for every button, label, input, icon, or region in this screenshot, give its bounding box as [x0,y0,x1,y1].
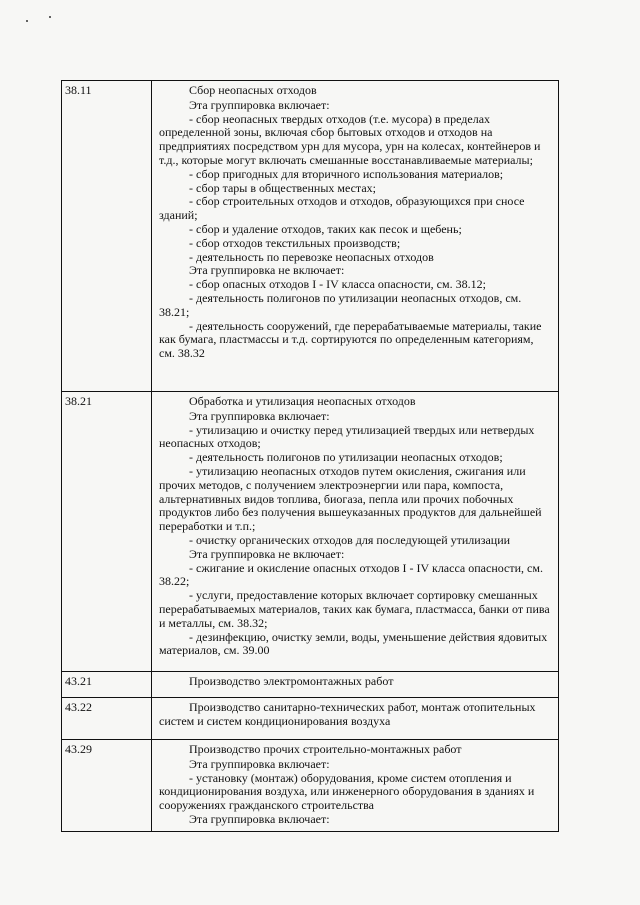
row-line: Эта группировка включает: [189,811,330,826]
row-code: 43.22 [62,698,152,740]
row-code: 38.21 [62,392,152,672]
row-description [152,698,559,740]
table-row [62,392,559,672]
row-line: - сбор неопасных твердых отходов (т.е. мусора) в пределах определенной зоны, включая сбор бытовых отходов и отходов на предприятиях посредством урн для мусора, урн на колесах, контейнеров и т.д., которые могут включать смешанные восстанавливаемые материалы; [159,111,541,167]
row-title: Производство санитарно-технических работ, монтаж отопительных систем и систем кондиционирования воздуха [159,700,536,728]
row-description [152,672,559,698]
row-line: Эта группировка включает: [189,408,330,423]
row-line: - утилизацию неопасных отходов путем окисления, сжигания или прочих методов, с получением электроэнергии или пара, компоста, альтернативных видов топлива, биогаза, пепла или прочих побочных продуктов либо без получения вышеуказанных продуктов для дальнейшей переработки и т.п.; [159,463,542,534]
row-line: Эта группировка не включает: [189,546,345,561]
scan-speck [26,20,28,22]
row-line: - дезинфекцию, очистку земли, воды, уменьшение действия ядовитых материалов, см. 39.00 [159,629,548,658]
row-description [152,392,559,672]
row-line: - сбор пригодных для вторичного использования материалов; [189,166,504,181]
row-line: - сжигание и окисление опасных отходов I - IV класса опасности, см. 38.22; [159,560,543,589]
row-line: - деятельность полигонов по утилизации неопасных отходов, см. 38.21; [159,290,522,319]
row-line: - сбор отходов текстильных производств; [189,235,401,250]
row-line: Эта группировка не включает: [189,263,345,278]
scan-speck [49,16,51,18]
classification-table [61,80,559,832]
table-row [62,740,559,832]
row-title: Производство прочих строительно-монтажных работ [189,742,462,756]
row-line: - деятельность сооружений, где перерабатываемые материалы, такие как бумага, пластмассы и т.д. сортируются по определенным категориям, см. 38.32 [159,318,542,361]
row-title: Производство электромонтажных работ [189,674,394,688]
row-line: - установку (монтаж) оборудования, кроме систем отопления и кондиционирования воздуха, или инженерного оборудования в зданиях и сооружениях гражданского строительства [159,770,535,813]
table-row [62,698,559,740]
row-line: - сбор тары в общественных местах; [189,180,376,195]
row-title: Сбор неопасных отходов [189,83,317,97]
row-line: - очистку органических отходов для последующей утилизации [189,532,511,547]
row-description [152,81,559,392]
row-code: 43.21 [62,672,152,698]
row-line: Эта группировка включает: [189,756,330,771]
row-line: - сбор и удаление отходов, таких как песок и щебень; [189,221,462,236]
row-code: 43.29 [62,740,152,832]
row-line: - деятельность по перевозке неопасных отходов [189,249,434,264]
row-line: - утилизацию и очистку перед утилизацией твердых или нетвердых неопасных отходов; [159,422,535,451]
row-line: - деятельность полигонов по утилизации неопасных отходов; [189,450,503,465]
row-code: 38.11 [62,81,152,392]
row-line: - сбор опасных отходов I - IV класса опасности, см. 38.12; [189,277,486,292]
row-line: Эта группировка включает: [189,97,330,112]
table-row [62,672,559,698]
row-description [152,740,559,832]
row-line: - услуги, предоставление которых включает сортировку смешанных перерабатываемых материалов, таких как бумага, пластмасса, банки от пива и металлы, см. 38.32; [159,588,550,630]
row-line: - сбор строительных отходов и отходов, образующихся при сносе зданий; [159,194,525,223]
table-row [62,81,559,392]
row-title: Обработка и утилизация неопасных отходов [189,394,416,408]
